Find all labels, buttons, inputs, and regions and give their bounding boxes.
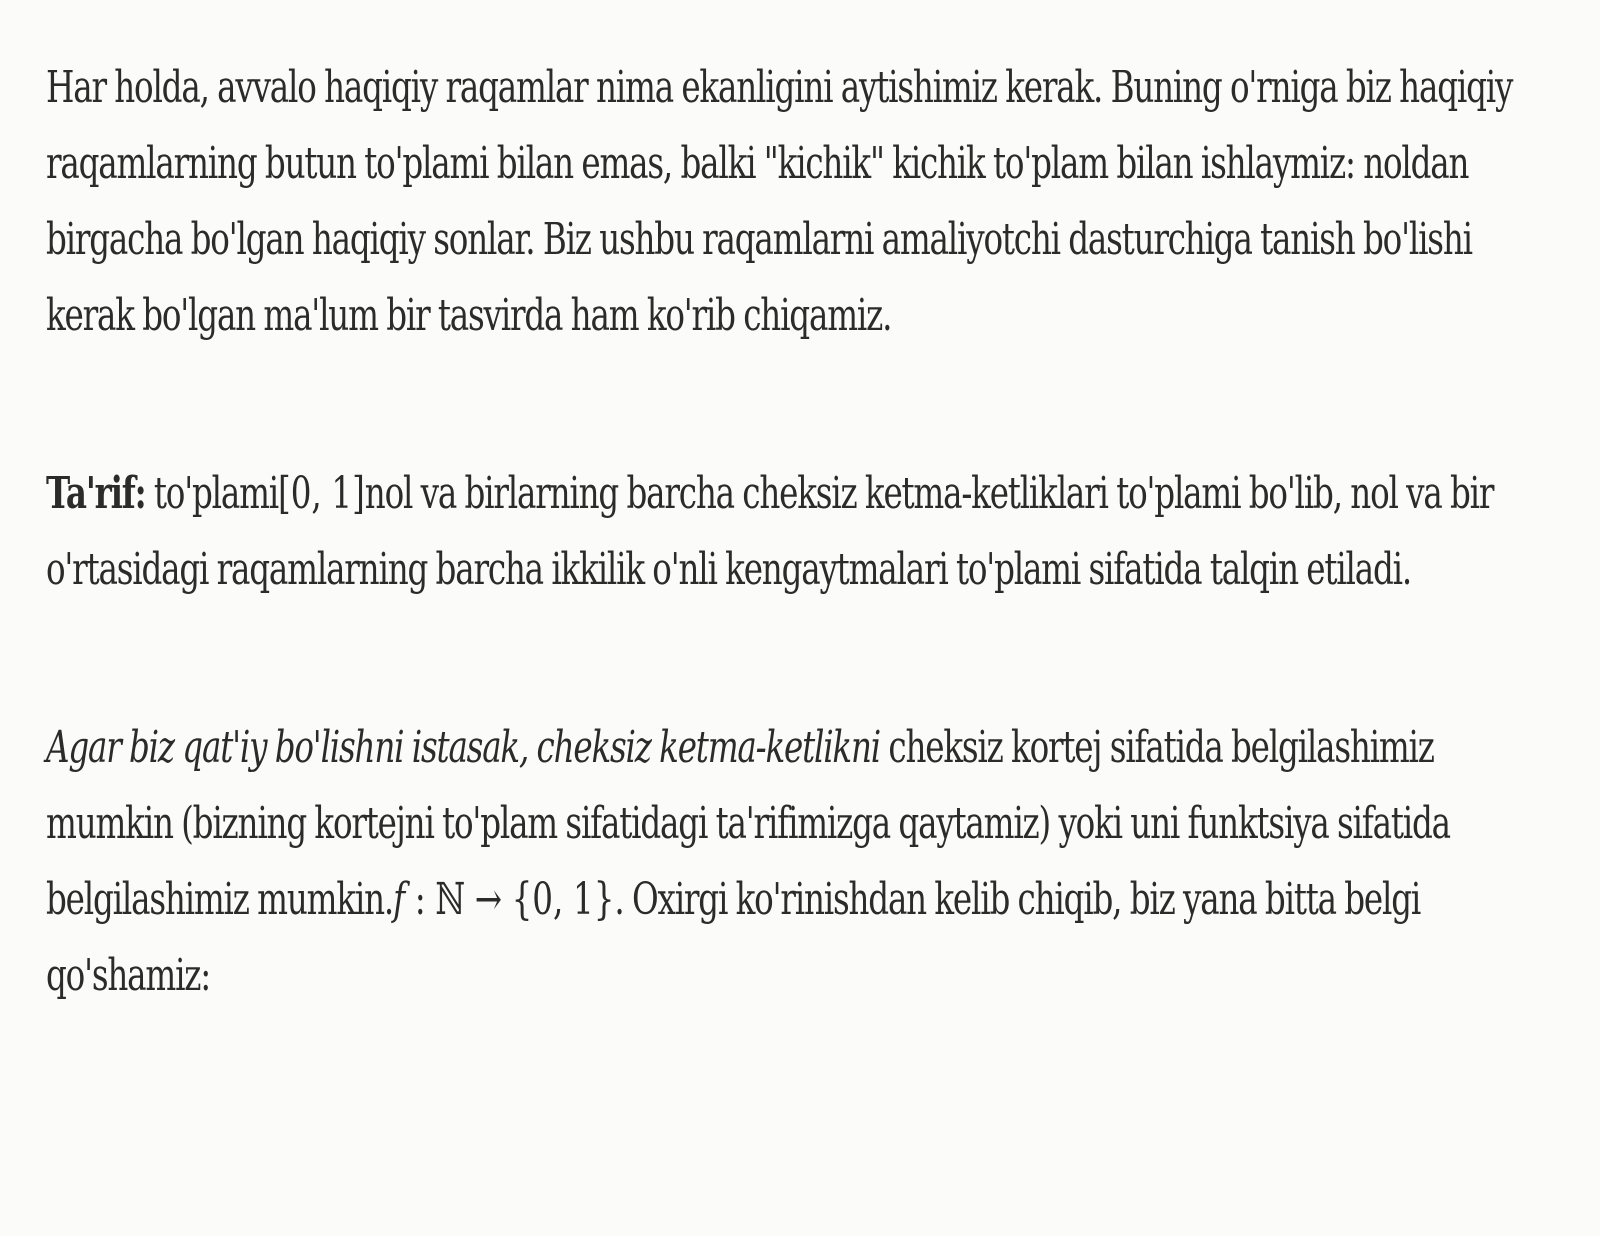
- emphasis-text: Agar biz qat'iy bo'lishni istasak, cheksiz ketma-ketlikni: [46, 722, 881, 773]
- definition-body: nol va birlarning barcha cheksiz ketma-ketliklari to'plami bo'lib, nol va bir o'rtasidagi raqamlarning barcha ikkilik o'nli kengaytmalari to'plami sifatida talqin etiladi.: [46, 468, 1494, 595]
- article-body: [46, 50, 1546, 1014]
- paragraph-function: [46, 710, 1548, 1014]
- function-math: [393, 874, 614, 925]
- paragraph-definition: [46, 456, 1548, 608]
- paragraph-intro: [46, 50, 1548, 354]
- definition-lead: to'plami: [145, 468, 279, 519]
- interval-math: [0, 1]: [278, 468, 365, 519]
- function-var: f: [393, 874, 406, 925]
- definition-term: Ta'rif:: [46, 468, 146, 519]
- function-tail: . Oxirgi ko'rinishdan kelib chiqib, biz yana bitta belgi qo'shamiz:: [46, 874, 1421, 1001]
- function-signature: : ℕ → {0, 1}: [405, 874, 615, 925]
- function-body: cheksiz kortej sifatida belgilashimiz mumkin (bizning kortejni to'plam sifatidagi ta'rifimizga qaytamiz) yoki uni funktsiya sifatida belgilashimiz mumkin.: [46, 722, 1450, 925]
- paragraph-intro-text: Har holda, avvalo haqiqiy raqamlar nima ekanligini aytishimiz kerak. Buning o'rniga biz haqiqiy raqamlarning butun to'plami bilan emas, balki "kichik" kichik to'plam bilan ishlaymiz: noldan birgacha bo'lgan haqiqiy sonlar. Biz ushbu raqamlarni amaliyotchi dasturchiga tanish bo'lishi kerak bo'lgan ma'lum bir tasvirda ham ko'rib chiqamiz.: [46, 62, 1513, 341]
